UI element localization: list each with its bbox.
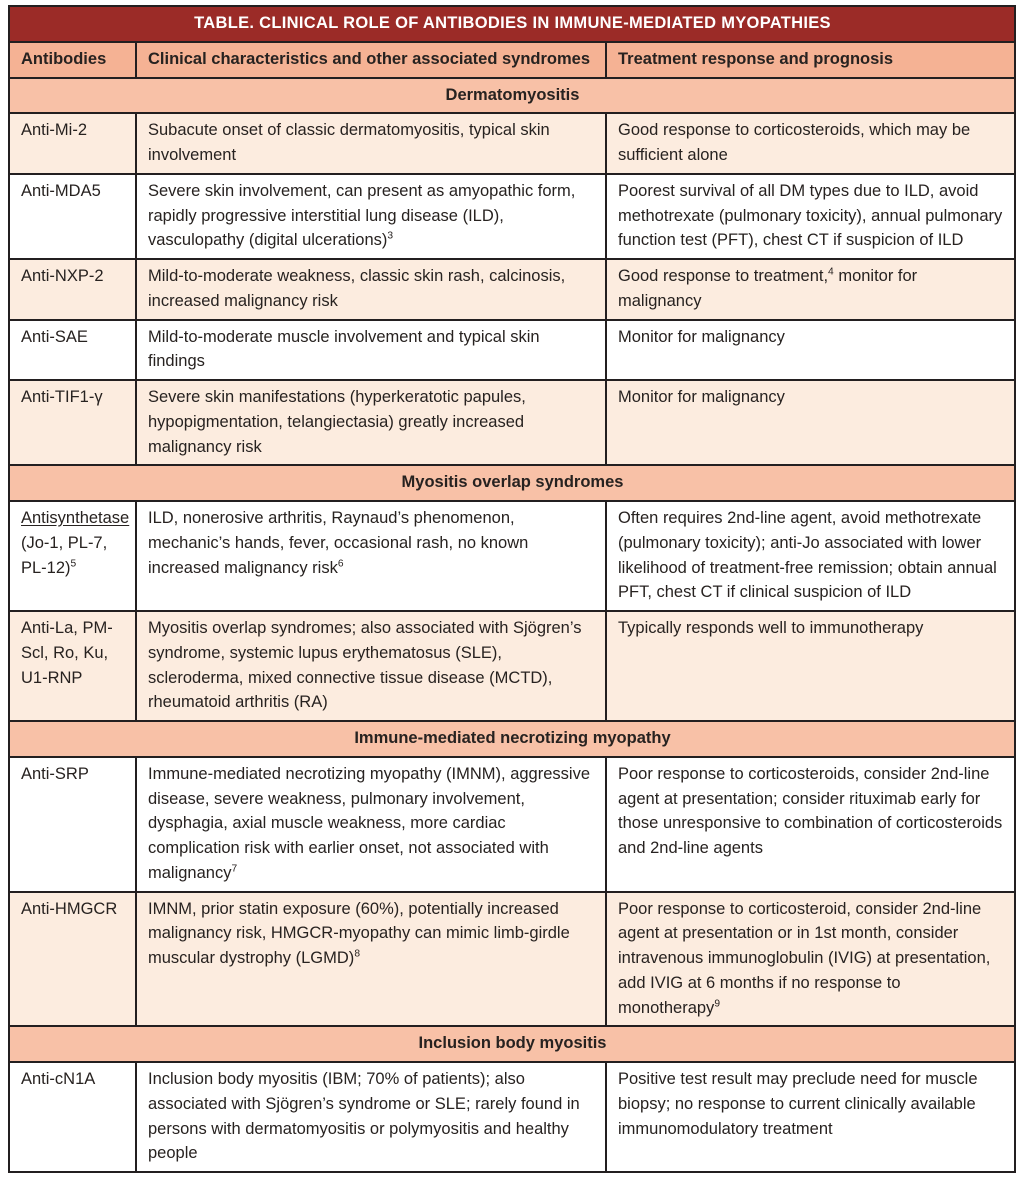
table-row — [9, 113, 1015, 174]
characteristics-cell: IMNM, prior statin exposure (60%), potentially increased malignancy risk, HMGCR-myopathy can mimic limb-girdle muscular dystrophy (LGMD)$^8$ — [136, 892, 606, 1027]
treatment-cell: Poor response to corticosteroid, consider 2nd-line agent at presentation or in 1st month, consider intravenous immunoglobulin (IVIG) at presentation, add IVIG at 6 months if no response to monotherapy$^9$ — [606, 892, 1015, 1027]
table-body — [9, 78, 1015, 1173]
table-row — [9, 501, 1015, 611]
section-header: Immune-mediated necrotizing myopathy — [9, 721, 1015, 757]
table-row — [9, 320, 1015, 381]
column-header-row — [9, 42, 1015, 78]
treatment-cell: Typically responds well to immunotherapy — [606, 611, 1015, 721]
column-header-characteristics: Clinical characteristics and other associated syndromes — [136, 42, 606, 78]
characteristics-cell: Myositis overlap syndromes; also associated with Sjögren’s syndrome, systemic lupus erythematosus (SLE), scleroderma, mixed connective tissue disease (MCTD), rheumatoid arthritis (RA) — [136, 611, 606, 721]
table-row — [9, 380, 1015, 465]
characteristics-cell: Immune-mediated necrotizing myopathy (IMNM), aggressive disease, severe weakness, pulmonary involvement, dysphagia, axial muscle weakness, more cardiac complication risk with earlier onset, not associated with malignancy$^7$ — [136, 757, 606, 892]
table-title: TABLE. CLINICAL ROLE OF ANTIBODIES IN IMMUNE-MEDIATED MYOPATHIES — [9, 6, 1015, 42]
characteristics-cell: Subacute onset of classic dermatomyositis, typical skin involvement — [136, 113, 606, 174]
antibody-cell: Anti-MDA5 — [9, 174, 136, 259]
antibody-cell: Anti-La, PM-Scl, Ro, Ku, U1-RNP — [9, 611, 136, 721]
table-row — [9, 1062, 1015, 1172]
section-header: Myositis overlap syndromes — [9, 465, 1015, 501]
antibody-cell: Anti-cN1A — [9, 1062, 136, 1172]
section-header-row — [9, 1026, 1015, 1062]
characteristics-cell: Severe skin involvement, can present as amyopathic form, rapidly progressive interstitial lung disease (ILD), vasculopathy (digital ulcerations)$^3$ — [136, 174, 606, 259]
table-row — [9, 174, 1015, 259]
antibody-table — [8, 5, 1016, 1173]
title-row — [9, 6, 1015, 42]
column-header-treatment: Treatment response and prognosis — [606, 42, 1015, 78]
table-row — [9, 611, 1015, 721]
treatment-cell: Positive test result may preclude need for muscle biopsy; no response to current clinically available immunomodulatory treatment — [606, 1062, 1015, 1172]
treatment-cell: Often requires 2nd-line agent, avoid methotrexate (pulmonary toxicity); anti-Jo associated with lower likelihood of treatment-free remission; obtain annual PFT, chest CT if clinical suspicion of ILD — [606, 501, 1015, 611]
antibody-cell: Anti-Mi-2 — [9, 113, 136, 174]
treatment-cell: Poor response to corticosteroids, consider 2nd-line agent at presentation; consider rituximab early for those unresponsive to combination of corticosteroids and 2nd-line agents — [606, 757, 1015, 892]
table-row — [9, 892, 1015, 1027]
characteristics-cell: Mild-to-moderate weakness, classic skin rash, calcinosis, increased malignancy risk — [136, 259, 606, 320]
characteristics-cell: Mild-to-moderate muscle involvement and typical skin findings — [136, 320, 606, 381]
characteristics-cell: ILD, nonerosive arthritis, Raynaud’s phenomenon, mechanic’s hands, fever, occasional rash, no known increased malignancy risk$^6$ — [136, 501, 606, 611]
section-header: Dermatomyositis — [9, 78, 1015, 114]
treatment-cell: Poorest survival of all DM types due to ILD, avoid methotrexate (pulmonary toxicity), annual pulmonary function test (PFT), chest CT if suspicion of ILD — [606, 174, 1015, 259]
antibody-cell: Anti-SRP — [9, 757, 136, 892]
characteristics-cell: Severe skin manifestations (hyperkeratotic papules, hypopigmentation, telangiectasia) greatly increased malignancy risk — [136, 380, 606, 465]
characteristics-cell: Inclusion body myositis (IBM; 70% of patients); also associated with Sjögren’s syndrome or SLE; rarely found in persons with dermatomyositis or polymyositis and healthy people — [136, 1062, 606, 1172]
section-header-row — [9, 465, 1015, 501]
antibody-cell: Anti-SAE — [9, 320, 136, 381]
section-header-row — [9, 721, 1015, 757]
section-header-row — [9, 78, 1015, 114]
treatment-cell: Monitor for malignancy — [606, 380, 1015, 465]
table-row — [9, 259, 1015, 320]
antibody-cell: Antisynthetase (Jo-1, PL-7, PL-12)$^5$ — [9, 501, 136, 611]
treatment-cell: Monitor for malignancy — [606, 320, 1015, 381]
antibody-cell: Anti-TIF1-γ — [9, 380, 136, 465]
column-header-antibodies: Antibodies — [9, 42, 136, 78]
antibody-cell: Anti-NXP-2 — [9, 259, 136, 320]
antibody-cell: Anti-HMGCR — [9, 892, 136, 1027]
table-head — [9, 6, 1015, 78]
table-row — [9, 757, 1015, 892]
section-header: Inclusion body myositis — [9, 1026, 1015, 1062]
treatment-cell: Good response to treatment,$^4$ monitor for malignancy — [606, 259, 1015, 320]
treatment-cell: Good response to corticosteroids, which may be sufficient alone — [606, 113, 1015, 174]
